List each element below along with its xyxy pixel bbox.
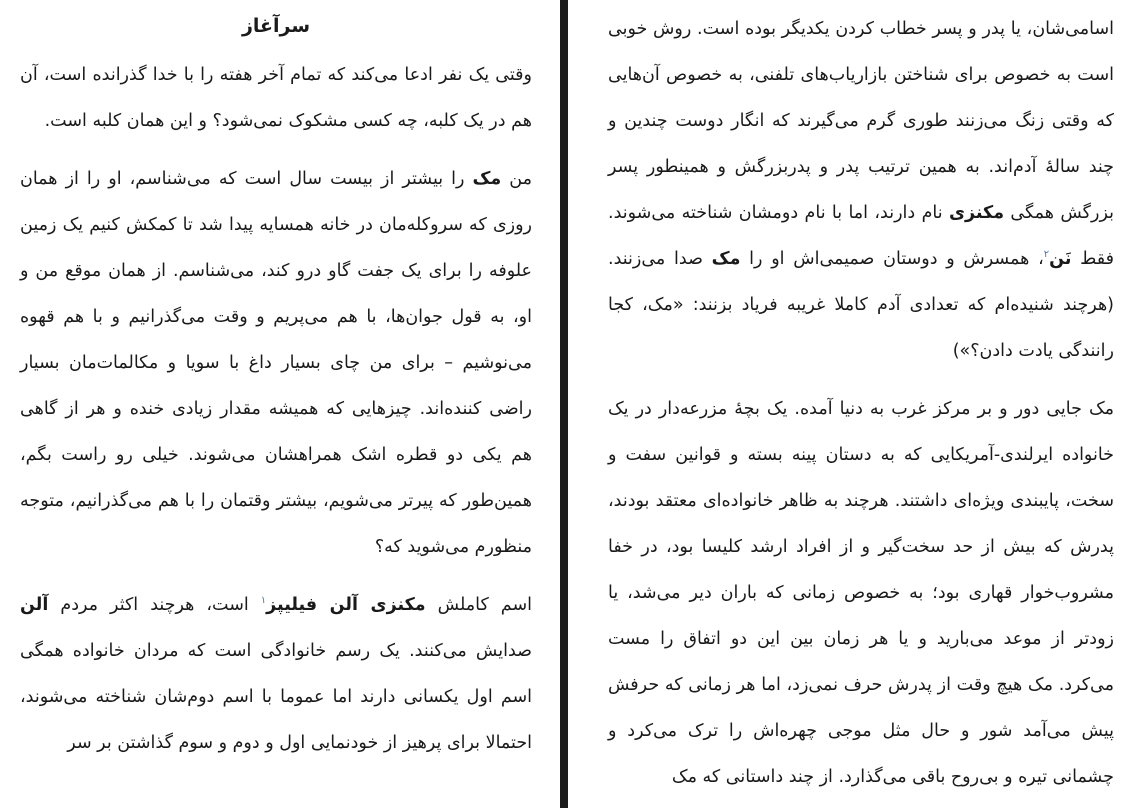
text-run: اسامی‌شان، یا پدر و پسر خطاب کردن یکدیگر بوده است. روش خوبی است به خصوص برای شناختن بازاریاب‌های تلفنی، به خصوص آن‌هایی که وقتی زنگ می‌زنند طوری گرم می‌گیرند که انگار دوست چندین و چند سالهٔ آدم‌اند. به همین ترتیب پدر و پدربزرگش و همینطور پسر بزرگش همگی xyxy=(608,19,1114,223)
paragraph-full-name xyxy=(20,582,532,766)
text-run: صدا می‌زنند. (هرچند شنیده‌ام که تعدادی آدم کاملا غریبه فریاد بزنند: «مک، کجا رانندگی یادت دادن؟») xyxy=(608,249,1114,361)
right-book-page xyxy=(578,0,1131,808)
paragraph-gap xyxy=(20,570,532,582)
text-run: ، همسرش و دوستان صمیمی‌اش او را xyxy=(740,249,1044,269)
footnote-marker-1[interactable]: ۱ xyxy=(260,595,267,607)
bold-name-nan: نَن xyxy=(1049,249,1072,269)
page-gutter-divider xyxy=(560,0,568,808)
left-text-column xyxy=(20,6,532,766)
text-run: نام دارند، اما با نام دومشان شناخته می‌شوند. فقط xyxy=(608,203,1115,269)
text-run: صدایش می‌کنند. یک رسم خانوادگی است که مردان خانواده همگی اسم اول یکسانی دارند اما عموما با اسم دوم‌شان شناخته می‌شوند، احتمالا برای پرهیز از خودنمایی اول و دوم و سوم گذاشتن بر سر xyxy=(20,641,532,753)
bold-name-allen: آلن xyxy=(20,595,49,615)
right-text-column xyxy=(608,6,1114,800)
text-run: اسم کاملش xyxy=(425,595,532,615)
chapter-title: سرآغاز xyxy=(241,15,311,37)
bold-name-mack: مک xyxy=(472,169,502,189)
left-book-page xyxy=(0,0,548,808)
paragraph-gap xyxy=(20,144,532,156)
text-run: است، هرچند اکثر مردم xyxy=(48,595,261,615)
paragraph-intro: وقتی یک نفر ادعا می‌کند که تمام آخر هفته را با خدا گذرانده است، آن هم در یک کلبه، چه کسی مشکوک نمی‌شود؟ و این همان کلبه است. xyxy=(20,65,532,131)
paragraph-about-mack xyxy=(20,156,532,570)
paragraph-names xyxy=(608,6,1114,374)
bold-full-name: مکنزی آلن فیلیپز xyxy=(266,595,426,615)
paragraph-gap xyxy=(608,374,1114,386)
paragraph-childhood: مک جایی دور و بر مرکز غرب به دنیا آمده. یک بچهٔ مزرعه‌دار در یک خانواده ایرلندی-آمریکایی که به دستان پینه بسته و قوانین سفت و سخت، پایبندی ویژه‌ای داشتند. هرچند به ظاهر خانواده‌ای معتقد بودند، پدرش که بیش از حد سخت‌گیر و از افراد ارشد کلیسا بود، در خفا مشروب‌خوار قهاری بود؛ به خصوص زمانی که باران دیر می‌شد، یا زودتر از موعد می‌بارید و یا هر زمان بین این دو اتفاق را مست می‌کرد. مک هیچ وقت از پدرش حرف نمی‌زد، اما هر زمانی که حرفش پیش می‌آمد شور و حال مثل موجی چهره‌اش را ترک می‌کرد و چشمانی تیره و بی‌روح باقی می‌گذارد. از چند داستانی که مک xyxy=(608,399,1114,787)
footnote-marker-2[interactable]: ۲ xyxy=(1043,249,1050,261)
text-run: من xyxy=(501,169,532,189)
bold-name-mack: مک xyxy=(711,249,741,269)
text-run: را بیشتر از بیست سال است که می‌شناسم، او را از همان روزی که سروکله‌مان در خانه همسایه پیدا شد تا کمکش کنیم یک زمین علوفه را برای یک جفت گاو درو کند، می‌شناسم. از همان موقع من و او، به قول جوان‌ها، با هم می‌پریم و وقت می‌گذرانیم و با هم قهوه می‌نوشیم – برای من چای بسیار داغ با سویا و مکالمات‌مان بسیار راضی کننده‌اند. چیزهایی که همیشه مقدار زیادی خنده و هر از گاهی هم یکی دو قطره اشک همراهشان می‌شوند. خیلی رو راست بگم، همین‌طور که پیرتر می‌شویم، بیشتر وقتمان را با هم می‌گذرانیم، متوجه منظورم می‌شوید که؟ xyxy=(20,169,532,557)
bold-name-mackenzie: مکنزی xyxy=(948,203,1005,223)
